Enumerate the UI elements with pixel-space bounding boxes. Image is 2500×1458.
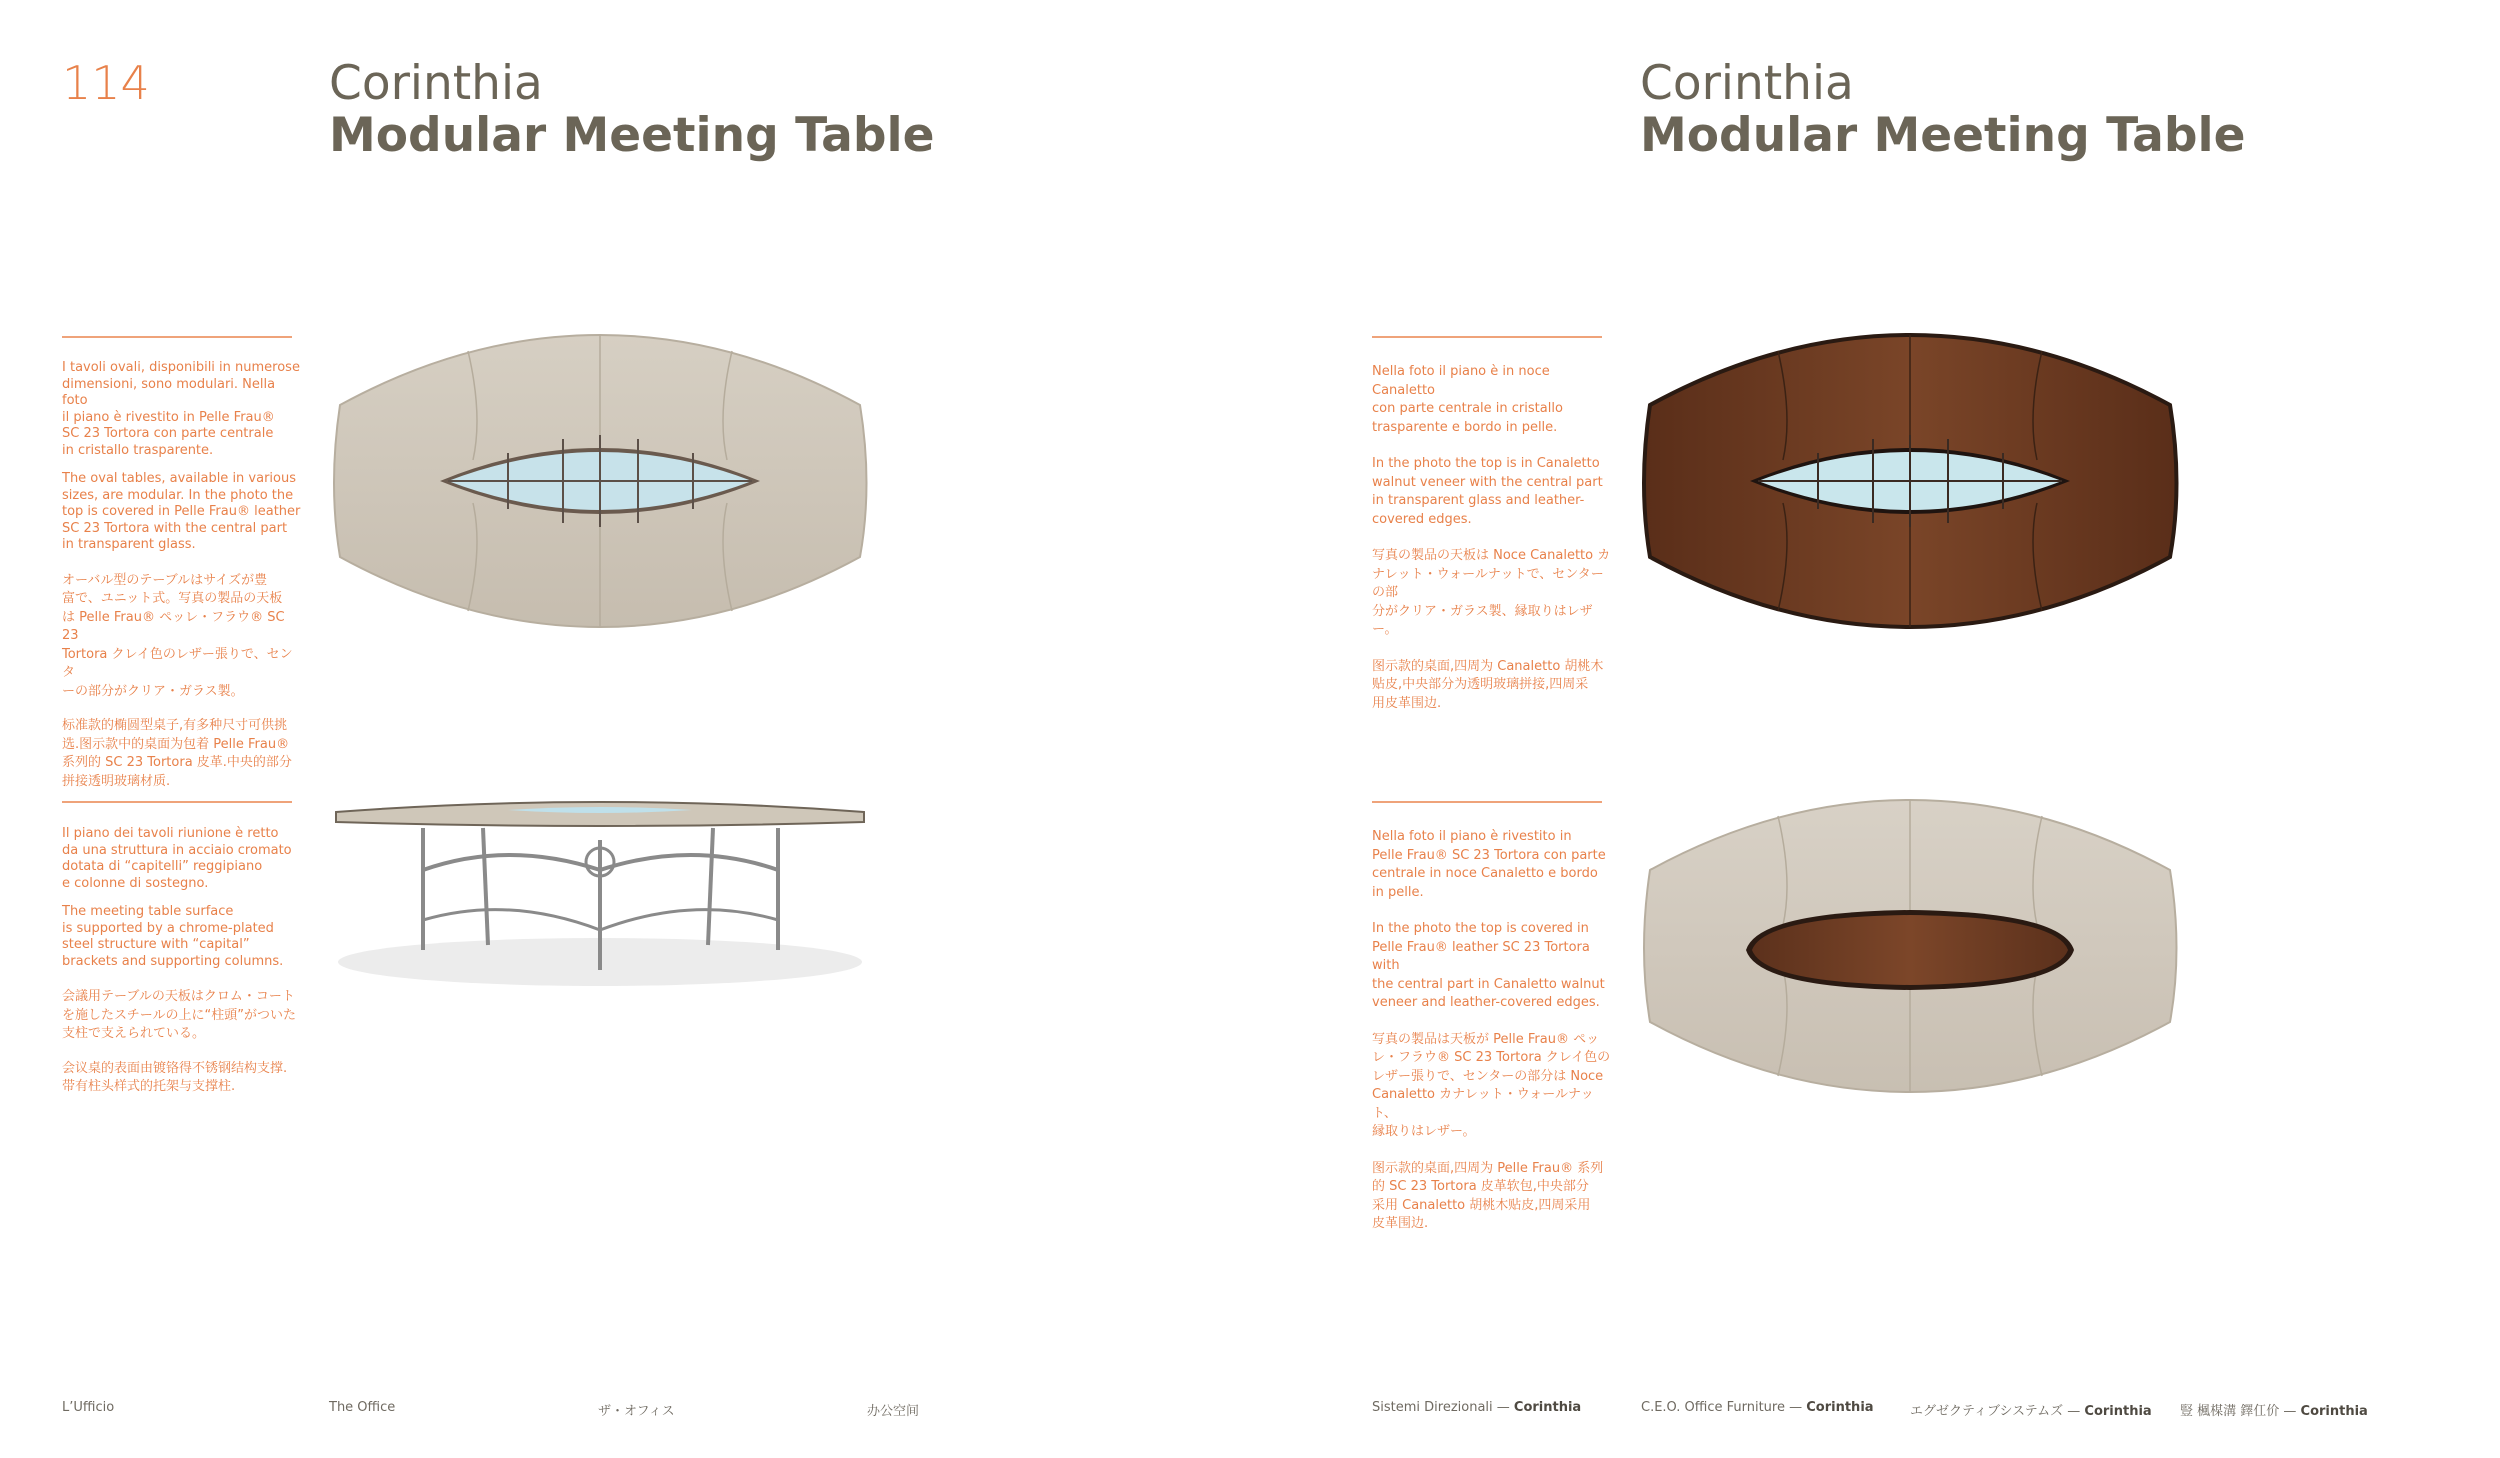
right-description-2: [1372, 828, 1612, 1246]
left-title-line1: Corinthia: [329, 56, 543, 111]
left-desc1-en: The oval tables, available in various sizes, are modular. In the photo the top is covered in Pelle Frau® leather SC 23 Tortora with the central part in transparent glass.: [62, 471, 301, 552]
right-description-1: [1372, 363, 1612, 725]
right-desc2-en: In the photo the top is covered in Pelle Frau® leather SC 23 Tortora with the central part in Canaletto walnut veneer and leather-covered edges.: [1372, 921, 1605, 1010]
footer-left-zh: 办公空间: [867, 1404, 920, 1419]
right-title: [1640, 58, 2245, 162]
footer-left-ja: ザ・オフィス: [598, 1404, 675, 1419]
footer-right-zh: [2180, 1400, 2368, 1419]
footer-right-en-bold: Corinthia: [1806, 1400, 1874, 1415]
right-rule-1: [1372, 336, 1602, 338]
right-title-line2: Modular Meeting Table: [1640, 108, 2246, 163]
footer-right-ja: [1910, 1400, 2152, 1419]
footer-right-ja-text: エグゼクティブシステムズ —: [1910, 1404, 2085, 1419]
table-top-view-walnut-glass-image: [1638, 335, 2183, 627]
footer-left-en: The Office: [329, 1400, 396, 1415]
footer-right-en: [1641, 1400, 1874, 1415]
footer-right-zh-text: 豎 楓楳溝 鐸仜价 —: [2180, 1404, 2301, 1419]
left-description-1: [62, 360, 302, 803]
table-top-view-leather-glass-image: [328, 335, 873, 627]
left-desc2-en: The meeting table surface is supported by a chrome-plated steel structure with “capital” brackets and supporting columns.: [62, 904, 284, 969]
right-title-line1: Corinthia: [1640, 56, 1854, 111]
table-top-view-leather-walnut-image: [1638, 800, 2183, 1092]
right-desc2-ja: 写真の製品は天板が Pelle Frau® ペッ レ・フラウ® SC 23 Tortora クレイ色の レザー張りで、センターの部分は Noce Canaletto カナレット・ウォールナット、 縁取りはレザー。: [1372, 1031, 1611, 1139]
left-desc1-ja: オーバル型のテーブルはサイズが豊 富で、ユニット式。写真の製品の天板 は Pelle Frau® ペッレ・フラウ® SC 23 Tortora クレイ色のレザー張りで、センタ ーの部分がクリア・ガラス製。: [62, 572, 293, 699]
footer-left-it: L’Ufficio: [62, 1400, 115, 1415]
right-desc2-it: Nella foto il piano è rivestito in Pelle Frau® SC 23 Tortora con parte centrale in noce Canaletto e bordo in pelle.: [1372, 829, 1606, 900]
left-desc2-it: Il piano dei tavoli riunione è retto da una struttura in acciaio cromato dotata di “capitelli” reggipiano e colonne di sostegno.: [62, 826, 292, 891]
left-rule-1: [62, 336, 292, 338]
left-desc1-zh: 标准款的椭圆型桌子,有多种尺寸可供挑 选.图示款中的桌面为包着 Pelle Frau® 系列的 SC 23 Tortora 皮革.中央的部分 拼接透明玻璃材质.: [62, 718, 292, 789]
left-description-2: [62, 826, 302, 1109]
right-desc1-ja: 写真の製品の天板は Noce Canaletto カ ナレット・ウォールナットで、センターの部 分がクリア・ガラス製、縁取りはレザー。: [1372, 548, 1611, 637]
footer-right-en-text: C.E.O. Office Furniture —: [1641, 1400, 1807, 1415]
left-desc1-it: I tavoli ovali, disponibili in numerose dimensioni, sono modulari. Nella foto il piano è rivestito in Pelle Frau® SC 23 Tortora con parte centrale in cristallo trasparente.: [62, 360, 300, 458]
footer-right-ja-bold: Corinthia: [2084, 1404, 2152, 1419]
right-rule-2: [1372, 801, 1602, 803]
table-side-view-chrome-legs-image: [328, 800, 873, 990]
right-desc2-zh: 图示款的桌面,四周为 Pelle Frau® 系列 的 SC 23 Tortora 皮革软包,中央部分 采用 Canaletto 胡桃木贴皮,四周采用 皮革围边.: [1372, 1160, 1604, 1231]
footer-right-zh-bold: Corinthia: [2300, 1404, 2368, 1419]
footer-right-it: [1372, 1400, 1581, 1415]
left-desc2-zh: 会议桌的表面由镀铬得不锈钢结构支撑. 带有柱头样式的托架与支撑柱.: [62, 1060, 288, 1094]
right-desc1-it: Nella foto il piano è in noce Canaletto con parte centrale in cristallo trasparente e bordo in pelle.: [1372, 364, 1563, 435]
left-desc2-ja: 会議用テーブルの天板はクロム・コート を施したスチールの上に“柱頭”がついた 支柱で支えられている。: [62, 989, 296, 1041]
right-desc1-en: In the photo the top is in Canaletto walnut veneer with the central part in transparent glass and leather- covered edges.: [1372, 456, 1603, 527]
footer-right-it-text: Sistemi Direzionali —: [1372, 1400, 1514, 1415]
right-desc1-zh: 图示款的桌面,四周为 Canaletto 胡桃木 贴皮,中央部分为透明玻璃拼接,四周采 用皮革围边.: [1372, 658, 1604, 711]
left-title-line2: Modular Meeting Table: [329, 108, 935, 163]
page-number: 114: [62, 56, 150, 110]
footer-right-it-bold: Corinthia: [1513, 1400, 1582, 1415]
left-title: [329, 58, 934, 162]
